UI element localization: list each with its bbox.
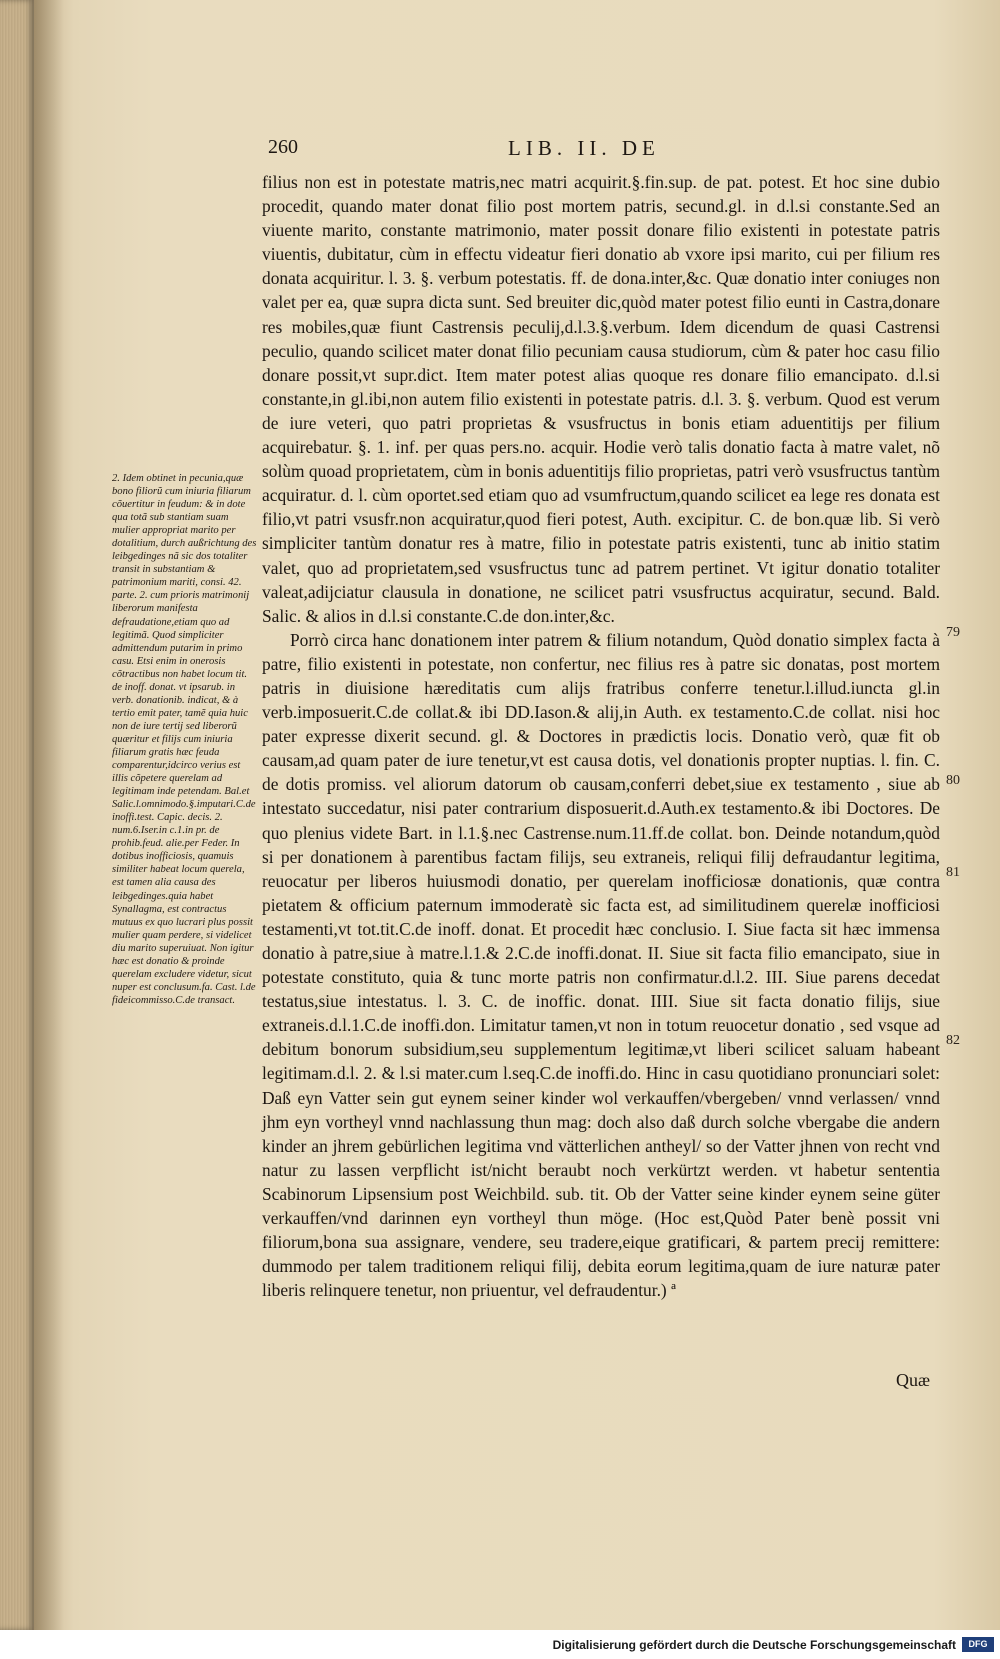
page-number: 260 xyxy=(268,136,298,158)
page-header xyxy=(268,136,908,166)
page-edges xyxy=(0,0,34,1630)
catchword: Quæ xyxy=(896,1370,931,1390)
paragraph-2: Porrò circa hanc donationem inter patrem & filium notandum, Quòd donatio simplex facta à patre, filio existenti in potestate, non confertur, nec filius res à patre sic donatas, post mortem patris in diuisione hæreditatis cum alijs fratribus conferre tenetur.l.illud.iuncta gl.in verb.imposuerit.C.de collat.& ibi DD.Iason.& alij,in Auth. ex testamento.C.de collat. nisi hoc pater expresse dixerit secund. gl. & Doctores in prædictis locis. Donatio verò, quæ fit ob causam,ad quam pater de iure tenetur,vt est causa dotis, vel donationis propter nuptias. l. fin. C. de dotis promiss. vel aliorum datorum ob causam,conferri debet,siue ex testamento , siue ab intestato succedatur, nisi pater contrarium disposuerit.d.Auth.ex testamento.& ibi Doctores. De quo plenius videte Bart. in l.1.§.nec Castrense.num.11.ff.de collat. bon. Deinde notandum,quòd si per donationem à parentibus factam filijs, seu extraneis, reliqui filij defraudantur legitima, reuocatur per liberos huiusmodi donatio, per querelam inofficiosæ donationis, quæ contra pietatem & officium paternum immoderatè sic facta est, ad similitudinem querelæ inofficiosi testamenti,vt tot.tit.C.de inoff. donat. Et procedit hæc conclusio. I. Siue facta sit hæc immensa donatio à patre,siue à matre.l.1.& 2.C.de inoffi.donat. II. Siue sit facta filio emancipato, siue in potestate constituto, quia & tunc morte patris non confirmatur.d.l.2. III. Siue parens decedat testatus,siue intestatus. l. 3. C. de inoffic. donat. IIII. Siue sit facta donatio filijs, siue extraneis.d.l.1.C.de inoffi.don. Limitatur tamen,vt non in totum reuocetur donatio , sed vsque ad debitum bonorum subsidium,seu supplementum legitimæ,vt liberi scilicet saluam habeant legitimam.d.l. 2. & l.si mater.cum l.seq.C.de inoffi.do. Hinc in casu quotidiano pronunciari solet: Daß eyn Vatter sein gut eynem seiner kinder wol verkauffen/vbergeben/ vnnd verlassen/ vnnd jhm eyn vortheyl vnnd nachlassung thun mag: doch also daß durch solche vbergabe die andern kinder an jhrem gebürlichen legitima vnd vätterlichen antheyl/ so der Vatter jhnen von recht vnd natur zu lassen verpflicht ist/nicht beraubt noch verkürtzt werden. vt habetur sententia Scabinorum Lipsensium post Weichbild. sub. tit. Ob der Vatter seine kinder eynem seine güter verkauffen/vnd darinnen eyn vortheyl thun möge. (Hoc est,Quòd Pater benè possit vni filiorum,bona sua assignare, vendere, seu tradere,eique gratificari, & partem precij remittere: dummodo per talem traditionem reliqui filij, debita eorum legitima,quam de iure naturæ pater liberis relinquere tenetur, non priuentur, vel defraudentur.) ª xyxy=(262,629,940,1301)
dfg-logo: DFG xyxy=(962,1637,994,1652)
running-head: LIB. II. DE xyxy=(508,136,660,160)
main-text-block xyxy=(262,170,940,1302)
margin-number: 82 xyxy=(946,1033,960,1048)
paragraph-1: filius non est in potestate matris,nec matri acquirit.§.fin.sup. de pat. potest. Et hoc sine dubio procedit, quando mater donat filio post mortem patris, secund.gl. in d.l.si constante.Sed an viuente marito, constante matrimonio, mater possit donare filio existenti in potestate patris viuentis, dubitatur, cùm in effectu videatur fieri donatio ab vxore ipsi marito, cui per filium res donata acquiritur. l. 3. §. verbum potestatis. ff. de dona.inter,&c. Quæ donatio inter coniuges non valet per ea, quæ supra dicta sunt. Sed breuiter dic,quòd mater potest filio eunti in Castra,donare res mobiles,quæ fiunt Castrensis peculij,d.l.3.§.verbum. Idem dicendum de quasi Castrensi peculio, quando scilicet mater donat filio pecuniam causa studiorum, cùm & pater hoc casu filio donare possit,vt supr.dict. Item mater potest alias quoque res donare filio emancipato. d.l.si constante,in gl.ibi,non autem filio existenti in potestate patris. d.l. 3. §. verbum. Quod est verum de iure veteri, quo patri proprietas & vsusfructus in bonis etiam aduentitijs per filium acquirebatur. §. 1. inf. per quas pers.no. acquir. Hodie verò talis donatio facta à matre valet, nõ solùm quoad proprietatem, cùm in bonis aduentitijs filio proprietas, patri verò vsusfructus tantùm acquiratur. d. l. cùm oportet.sed etiam quo ad vsumfructum,quando scilicet ea lege res donata est filio,vt patri vsusfr.non acquiratur,quod fieri potest, Auth. excipitur. C. de bon.quæ lib. Si verò simpliciter tantùm donatur res à matre, filio in potestate patris existenti, tunc ab initio statim valet, quo ad proprietatem,sed vsusfructus tunc ad patrem pertinet. Vt igitur donatio totaliter valeat,adijciatur clausula in donatione, ne scilicet patri vsusfructus acquiratur, secund. Bald. Salic. & alios in d.l.si constante.C.de don.inter,&c. xyxy=(262,172,940,626)
side-note: 2. Idem obtinet in pecunia,quæ bono filiorũ cum iniuria filiarum cõuertitur in feudum: & in dote qua totã sub stantiam suam mulier appropriat marito per dotalitium, durch außrichtung des leibgedinges nã sic dos totaliter transit in substantiam & patrimonium mariti, consi. 42. parte. 2. cum prioris matrimonij liberorum manifesta defraudatione,etiam quo ad legitimã. Quod simpliciter admittendum putarim in primo casu. Etsi enim in onerosis cõtractibus non habet locum tit. de inoff. donat. vt ipsarub. in verb. donationib. indicat, & à tertio emit pater, tamẽ quia huic non de iure tertij sed liberorũ quæritur et filijs cum iniuria filiarum gratis hæc feuda comparentur,idcirco verius est illis cõpetere querelam ad legitimam inde petendam. Bal.et Salic.l.omnimodo.§.imputari.C.de inoffi.test. Capic. decis. 2. num.6.Iser.in c.1.in pr. de prohib.feud. alie.per Feder. In dotibus inofficiosis, quamuis similiter habeat locum querela, est tamen alia causa des leibgedinges.quia habet Synallagma, est contractus mutuus ex quo lucrari plus possit mulier quam perdere, si videlicet diu marito superuiuat. Non igitur hæc est donatio & proinde querelam excludere videtur, sicut nuper est conclusum.fa. Cast. l.de fideicommisso.C.de transact. xyxy=(112,473,257,1006)
margin-number: 80 xyxy=(946,773,960,788)
gutter-shadow xyxy=(34,0,64,1630)
footer-bar xyxy=(0,1630,1000,1659)
margin-number: 81 xyxy=(946,865,960,880)
margin-number: 79 xyxy=(946,625,960,640)
funding-credit: Digitalisierung gefördert durch die Deutsche Forschungsgemeinschaft xyxy=(552,1638,956,1652)
